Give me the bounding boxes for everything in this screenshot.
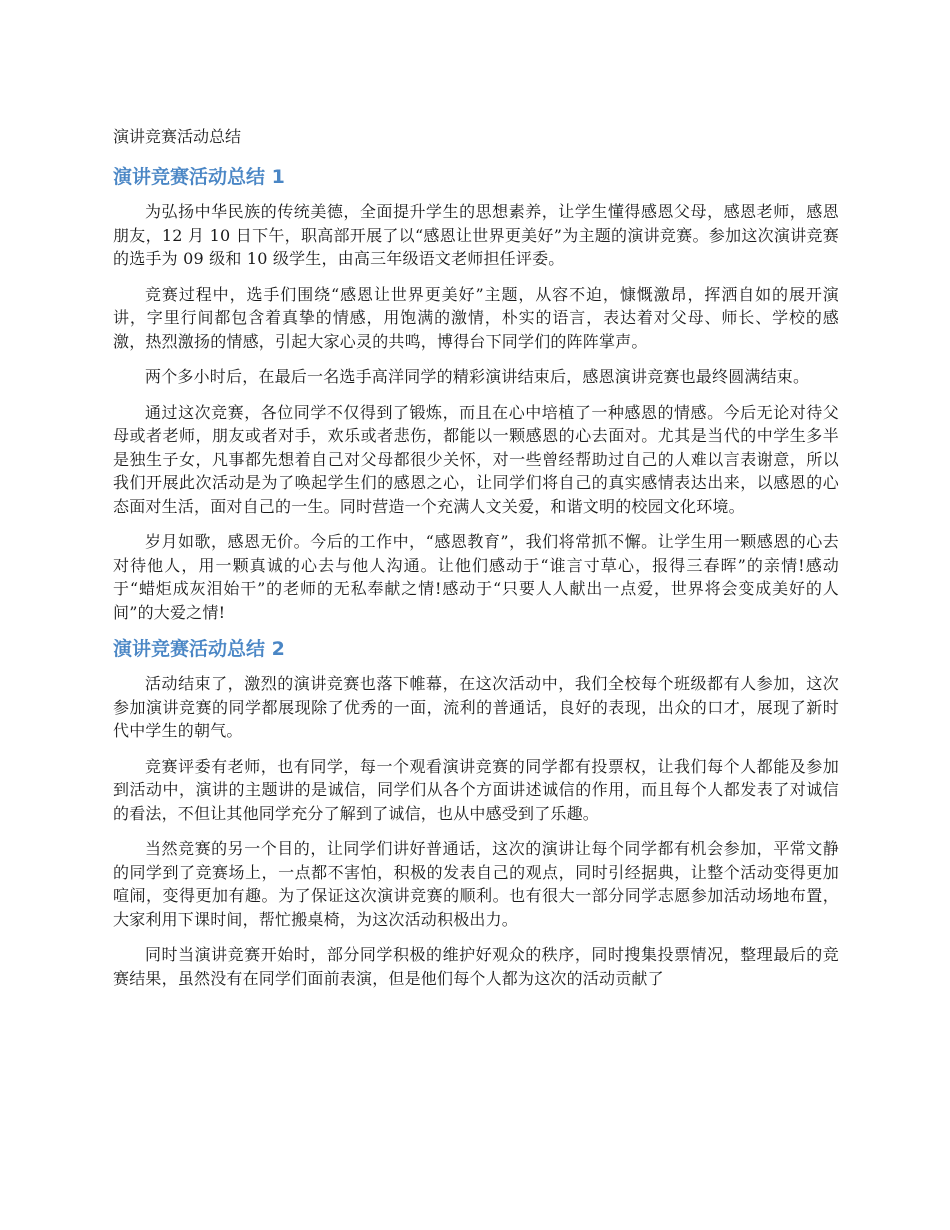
paragraph: 为弘扬中华民族的传统美德，全面提升学生的思想素养，让学生懂得感恩父母，感恩老师，感恩朋友，12 月 10 日下午，职高部开展了以“感恩让世界更美好”为主题的演讲竞赛。参加这次演讲竞赛的选手为 09 级和 10 级学生，由高三年级语文老师担任评委。	[113, 202, 839, 268]
section-1	[113, 164, 839, 624]
document-page	[113, 126, 839, 1002]
paragraph: 通过这次竞赛，各位同学不仅得到了锻炼，而且在心中培植了一种感恩的情感。今后无论对待父母或者老师，朋友或者对手，欢乐或者悲伤，都能以一颗感恩的心去面对。尤其是当代的中学生多半是独生子女，凡事都先想着自己对父母都很少关怀，对一些曾经帮助过自己的人难以言表谢意，所以我们开展此次活动是为了唤起学生们的感恩之心，让同学们将自己的真实感情表达出来，以感恩的心态面对生活，面对自己的一生。同时营造一个充满人文关爱，和谐文明的校园文化环境。	[113, 402, 839, 516]
paragraph: 活动结束了，激烈的演讲竞赛也落下帷幕，在这次活动中，我们全校每个班级都有人参加，这次参加演讲竞赛的同学都展现除了优秀的一面，流利的普通话，良好的表现，出众的口才，展现了新时代中学生的朝气。	[113, 674, 839, 740]
section-heading: 演讲竞赛活动总结 1	[113, 166, 285, 188]
section-heading: 演讲竞赛活动总结 2	[113, 638, 285, 660]
paragraph: 竞赛评委有老师，也有同学，每一个观看演讲竞赛的同学都有投票权，让我们每个人都能及参加到活动中，演讲的主题讲的是诚信，同学们从各个方面讲述诚信的作用，而且每个人都发表了对诚信的看法，不但让其他同学充分了解到了诚信，也从中感受到了乐趣。	[113, 756, 839, 823]
section-2	[113, 636, 839, 990]
paragraph: 两个多小时后，在最后一名选手高洋同学的精彩演讲结束后，感恩演讲竞赛也最终圆满结束。	[145, 367, 810, 386]
paragraph: 当然竞赛的另一个目的，让同学们讲好普通话，这次的演讲让每个同学都有机会参加，平常文静的同学到了竞赛场上，一点都不害怕，积极的发表自己的观点，同时引经据典，让整个活动变得更加喧闹，变得更加有趣。为了保证这次演讲竞赛的顺利。也有很大一部分同学志愿参加活动场地布置，大家利用下课时间，帮忙搬桌椅，为这次活动积极出力。	[113, 839, 839, 929]
paragraph: 同时当演讲竞赛开始时，部分同学积极的维护好观众的秩序，同时搜集投票情况，整理最后的竞赛结果，虽然没有在同学们面前表演，但是他们每个人都为这次的活动贡献了	[113, 945, 839, 988]
document-title: 演讲竞赛活动总结	[113, 127, 242, 146]
paragraph: 竞赛过程中，选手们围绕“感恩让世界更美好”主题，从容不迫，慷慨激昂，挥洒自如的展开演讲，字里行间都包含着真挚的情感，用饱满的激情，朴实的语言，表达着对父母、师长、学校的感激，热烈激扬的情感，引起大家心灵的共鸣，博得台下同学们的阵阵掌声。	[113, 284, 839, 351]
paragraph: 岁月如歌，感恩无价。今后的工作中，“感恩教育”，我们将常抓不懈。让学生用一颗感恩的心去对待他人，用一颗真诚的心去与他人沟通。让他们感动于“谁言寸草心，报得三春晖”的亲情!感动于“蜡炬成灰泪始干”的老师的无私奉献之情!感动于“只要人人献出一点爱，世界将会变成美好的人间”的大爱之情!	[113, 532, 839, 622]
